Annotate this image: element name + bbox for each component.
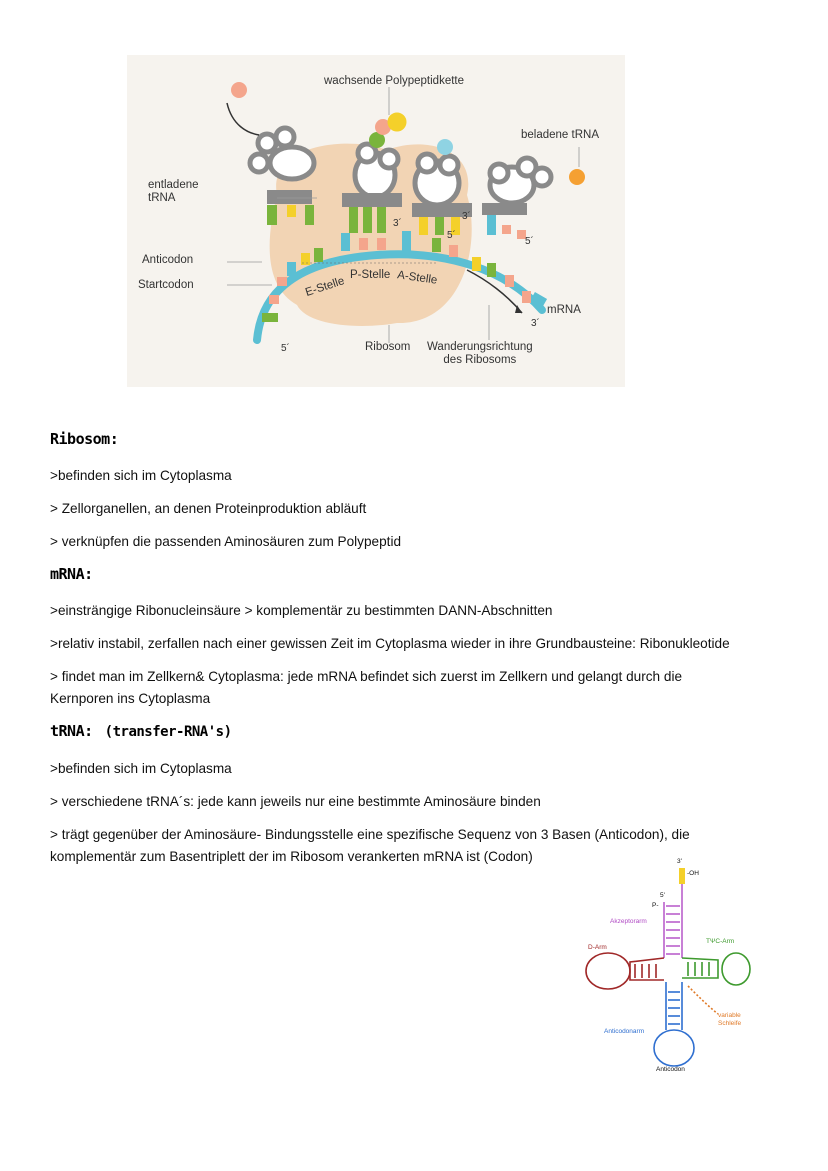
five-prime-label-1: 5´	[447, 230, 456, 241]
trna-p-label: P-	[652, 902, 659, 909]
trna-line-3: > trägt gegenüber der Aminosäure- Bindungsstelle eine spezifische Sequenz von 3 Basen (Anticodon), die	[50, 827, 690, 842]
trna-oh-label: -OH	[687, 870, 699, 877]
ribosome-figure	[127, 55, 625, 387]
mrna-label: mRNA	[547, 304, 581, 316]
mrna-line-3: > findet man im Zellkern& Cytoplasma: jede mRNA befindet sich zuerst im Zellkern und gelangt durch die	[50, 669, 683, 684]
trna-a-site	[415, 154, 459, 205]
ribosome-diagram	[127, 55, 625, 387]
ribosom-line-1: >befinden sich im Cytoplasma	[50, 468, 232, 483]
trna-line-4: komplementär zum Basentriplett der im Ribosom verankerten mRNA ist (Codon)	[50, 849, 533, 864]
trna-heading-subtitle: (transfer-RNA's)	[104, 724, 232, 740]
ribosome-label: Ribosom	[365, 341, 411, 353]
a-site-label: A-Stelle	[396, 269, 438, 287]
trna-five-prime-label: 5'	[660, 892, 665, 899]
startcodon-label: Startcodon	[138, 279, 194, 291]
trna-cloverleaf-figure	[580, 858, 760, 1078]
anticodon-arm	[654, 982, 694, 1066]
direction-label: Wanderungsrichtung des Ribosoms	[427, 341, 533, 366]
trna-loaded	[490, 158, 551, 203]
d-arm	[586, 953, 664, 989]
loaded-trna-label: beladene tRNA	[521, 129, 599, 141]
variable-loop-label-2: Schleife	[718, 1020, 742, 1027]
ribosom-heading: Ribosom:	[50, 430, 119, 448]
trna-p-site	[355, 144, 398, 197]
trna-heading-title: tRNA:	[50, 722, 93, 740]
p-site-label: P-Stelle	[350, 269, 391, 281]
variable-loop-label-1: variable	[718, 1012, 741, 1019]
ribosom-line-2: > Zellorganellen, an denen Proteinproduktion abläuft	[50, 501, 367, 516]
tpsic-arm	[682, 953, 750, 985]
mrna-line-4: Kernporen ins Cytoplasma	[50, 691, 211, 706]
trna-three-prime-label: 3'	[677, 858, 682, 865]
variable-loop	[688, 986, 718, 1014]
ribosom-line-3: > verknüpfen die passenden Aminosäuren zum Polypeptid	[50, 534, 402, 549]
trna-line-2: > verschiedene tRNA´s: jede kann jeweils nur eine bestimmte Aminosäure binden	[50, 794, 541, 809]
acceptor-stem	[664, 878, 682, 958]
trna-cloverleaf-diagram	[580, 858, 760, 1078]
trna-line-1: >befinden sich im Cytoplasma	[50, 761, 232, 776]
e-site-label: E-Stelle	[303, 275, 346, 299]
mrna-heading: mRNA:	[50, 565, 93, 583]
d-arm-label: D-Arm	[588, 944, 607, 951]
five-prime-label-2: 5´	[525, 236, 534, 247]
anticodon-label: Anticodon	[656, 1066, 685, 1073]
mrna-line-2: >relativ instabil, zerfallen nach einer gewissen Zeit im Cytoplasma wieder in ihre Grundbausteine: Ribonukleotide	[50, 636, 730, 651]
anticodon-label: Anticodon	[142, 254, 194, 266]
trna-heading	[50, 722, 232, 740]
anticodon-arm-label: Anticodonarm	[604, 1028, 645, 1035]
three-prime-label-1: 3´	[393, 218, 402, 229]
three-prime-label-3: 3´	[531, 318, 540, 329]
unloaded-trna-label: entladene tRNA	[148, 179, 199, 204]
trna-unloaded	[250, 128, 314, 179]
growing-chain-label: wachsende Polypeptidkette	[324, 75, 465, 87]
five-prime-label-3: 5´	[281, 343, 290, 354]
tpsic-arm-label: TΨC-Arm	[706, 938, 735, 945]
three-prime-label-2: 3´	[462, 211, 471, 222]
acceptor-arm-label: Akzeptorarm	[610, 918, 647, 925]
mrna-line-1: >einsträngige Ribonucleinsäure > komplementär zu bestimmten DANN-Abschnitten	[50, 603, 553, 618]
